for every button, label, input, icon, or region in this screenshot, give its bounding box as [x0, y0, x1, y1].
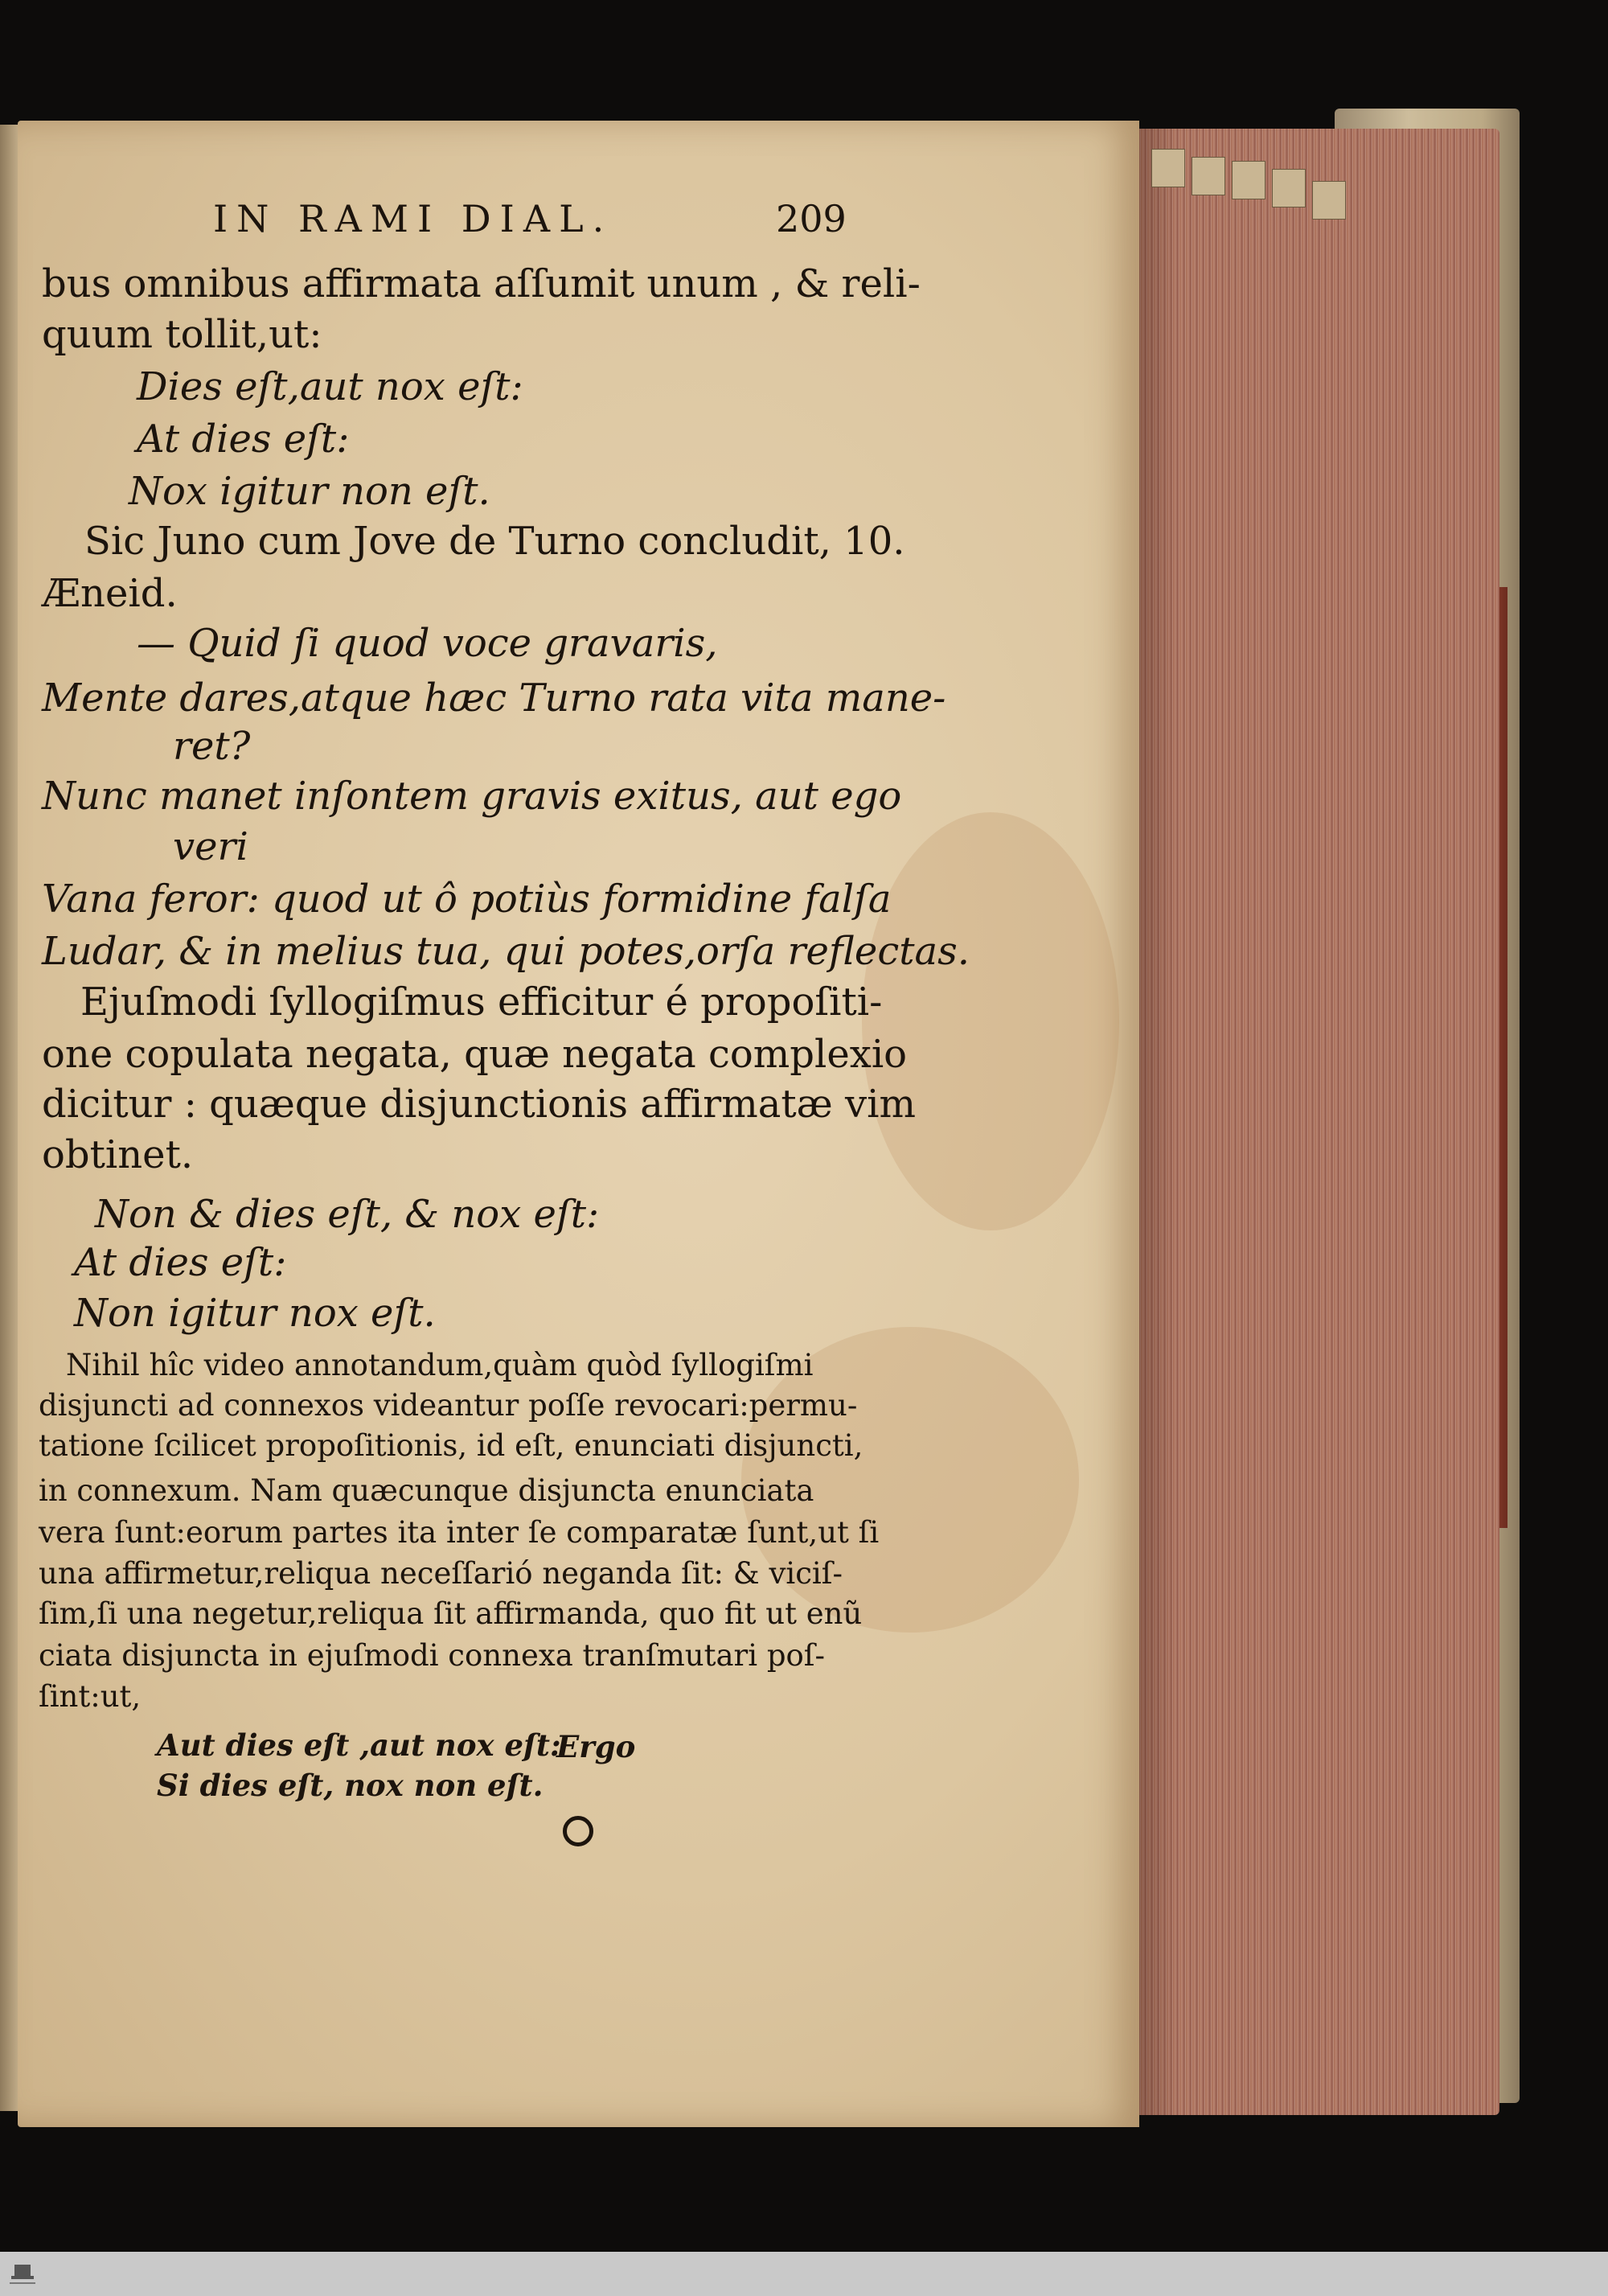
running-head: IN RAMI DIAL.: [213, 197, 613, 240]
text-line: Æneid.: [42, 571, 178, 616]
text-line: Dies eſt,aut nox eſt:: [137, 364, 523, 409]
book-page-edges: [1122, 129, 1499, 2115]
text-line: disjuncti ad connexos videantur poſſe revocari:permu-: [39, 1388, 858, 1423]
text-line: ret?: [173, 724, 251, 769]
text-line: ſint:ut,: [39, 1679, 142, 1714]
text-line: At dies eſt:: [137, 417, 350, 462]
text-line: one copulata negata, quæ negata complexio: [42, 1032, 908, 1077]
page-number: 209: [776, 197, 847, 240]
index-tab: [1192, 157, 1225, 195]
text-line: Ludar, & in melius tua, qui potes,orſa reflectas.: [42, 929, 970, 974]
text-line: ciata disjuncta in ejuſmodi connexa tranſmutari poſ-: [39, 1638, 825, 1673]
text-line: vera ſunt:eorum partes ita inter ſe comparatæ ſunt,ut ſi: [39, 1515, 880, 1550]
text-line: dicitur : quæque disjunctionis affirmatæ vim: [42, 1082, 917, 1127]
library-logo-icon: [6, 2261, 39, 2289]
index-tab: [1312, 181, 1346, 220]
text-line: Si dies eſt, nox non eſt.: [157, 1768, 544, 1803]
text-line: Mente dares,atque hæc Turno rata vita mane-: [42, 676, 946, 721]
text-line: — Quid ſi quod voce gravaris,: [137, 621, 718, 666]
text-line: Nunc manet inſontem gravis exitus, aut ego: [42, 774, 902, 819]
text-line: Vana feror: quod ut ô potiùs formidine falſa: [42, 877, 892, 922]
text-line: Nihil hîc video annotandum,quàm quòd ſyllogiſmi: [66, 1348, 814, 1382]
text-line: ſim,ſi una negetur,reliqua ſit affirmanda, quo fit ut enũ: [39, 1596, 863, 1631]
text-line: bus omnibus affirmata aſſumit unum , & reli-: [42, 261, 921, 306]
index-tab: [1151, 149, 1185, 187]
text-line: Nox igitur non eſt.: [129, 469, 490, 514]
text-line: Aut dies eſt ,aut nox eſt:: [157, 1727, 561, 1763]
index-tab: [1232, 161, 1265, 199]
text-line: quum tollit,ut:: [42, 312, 322, 357]
water-stain: [862, 812, 1119, 1230]
index-tab: [1272, 169, 1306, 207]
text-line: Non & dies eſt, & nox eſt:: [95, 1192, 600, 1237]
text-line: Ergo: [556, 1729, 636, 1764]
text-line: tatione ſcilicet propoſitionis, id eſt, enunciati disjuncti,: [39, 1428, 863, 1463]
text-line: obtinet.: [42, 1132, 194, 1177]
text-line: Sic Juno cum Jove de Turno concludit, 10.: [84, 519, 905, 564]
text-line: At dies eſt:: [74, 1240, 287, 1285]
text-line: una affirmetur,reliqua neceſſarió neganda ſit: & viciſ-: [39, 1556, 843, 1591]
text-line: in connexum. Nam quæcunque disjuncta enunciata: [39, 1473, 814, 1508]
signature-mark: [563, 1816, 593, 1846]
text-line: veri: [173, 824, 248, 869]
text-line: Ejuſmodi ſyllogiſmus efficitur é propoſiti-: [80, 980, 883, 1025]
library-footer-bar: [0, 2252, 1608, 2296]
text-line: Non igitur nox eſt.: [74, 1291, 436, 1336]
